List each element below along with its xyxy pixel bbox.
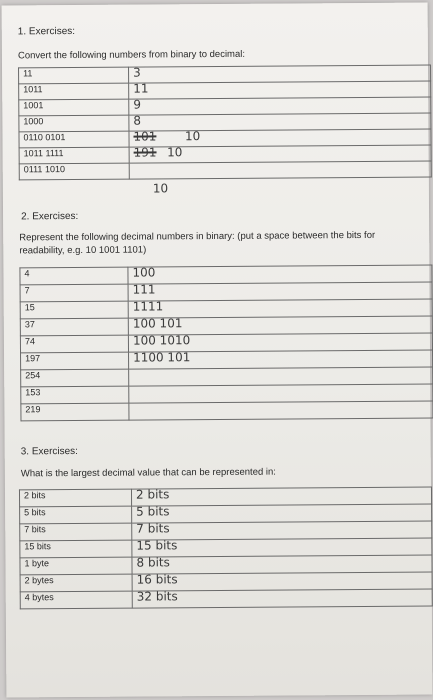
row-label: 219	[21, 403, 129, 421]
row-label: 2 bytes	[20, 574, 132, 592]
row-label: 1001	[19, 99, 129, 116]
row-label: 11	[19, 67, 129, 84]
row-label: 1000	[19, 115, 129, 132]
handwritten-answer: 1100 101	[133, 350, 191, 365]
crossed-out-answer: 101	[133, 129, 157, 144]
handwritten-answer: 100 101	[132, 316, 183, 331]
answer-cell	[129, 401, 433, 420]
row-label: 74	[20, 335, 128, 353]
handwritten-answer: 5 bits	[136, 504, 170, 519]
handwritten-answer	[133, 130, 156, 142]
handwritten-answer: 2 bits	[135, 487, 170, 502]
handwritten-answer: 32 bits	[136, 589, 178, 604]
row-label: 7	[20, 284, 128, 302]
handwritten-answer: 1111	[132, 299, 164, 314]
row-label: 4	[20, 267, 128, 285]
handwritten-answer-extra: 10	[166, 145, 183, 160]
section-1-heading: 1. Exercises:	[17, 25, 76, 38]
row-label: 0110 0101	[19, 131, 129, 148]
section-3-instruction: What is the largest decimal value that can be represented in:	[20, 466, 276, 480]
row-label: 0111 1010	[19, 163, 129, 180]
handwritten-answer: 16 bits	[136, 572, 178, 587]
handwritten-answer: 3	[133, 65, 141, 80]
handwritten-answer: 8	[133, 113, 142, 128]
section-2-instruction: Represent the following decimal numbers in binary: (put a space between the bits for readability, e.g. 10 1001 1101)	[19, 229, 376, 257]
row-label: 1011 1111	[19, 147, 129, 164]
decimal-to-binary-table	[19, 264, 433, 421]
row-label: 37	[20, 318, 128, 336]
row-label: 5 bits	[20, 506, 132, 524]
row-label: 197	[21, 352, 129, 370]
section-2-heading: 2. Exercises:	[21, 210, 79, 223]
answer-cell	[129, 161, 431, 179]
crossed-out-answer: 191	[133, 145, 157, 160]
row-label: 2 bits	[19, 489, 131, 507]
handwritten-answer: 100	[132, 265, 156, 280]
row-label: 1 byte	[20, 557, 132, 575]
handwritten-answer: 11	[133, 81, 149, 96]
table-row	[21, 401, 433, 421]
handwritten-answer: 15 bits	[136, 538, 178, 553]
handwritten-answer: 9	[133, 97, 141, 112]
answer-cell	[129, 367, 433, 386]
handwritten-answer: 111	[132, 282, 156, 297]
handwritten-answer-extra: 10	[184, 129, 201, 144]
table-row	[20, 589, 432, 609]
max-value-table	[19, 487, 433, 610]
answer-cell	[129, 384, 433, 403]
section-1-instruction: Convert the following numbers from binary to decimal:	[17, 48, 246, 62]
handwritten-answer: 100 1010	[132, 333, 191, 348]
row-label: 4 bytes	[20, 591, 132, 609]
handwritten-answer: 7 bits	[136, 521, 170, 536]
row-label: 1011	[19, 83, 129, 100]
handwritten-note: 10	[152, 181, 169, 196]
worksheet-page	[2, 3, 433, 698]
row-label: 7 bits	[20, 523, 132, 541]
table-row	[19, 161, 431, 180]
handwritten-answer	[134, 146, 157, 158]
row-label: 15 bits	[20, 540, 132, 558]
binary-to-decimal-table	[18, 64, 432, 180]
answer-cell	[129, 350, 433, 369]
section-3-heading: 3. Exercises:	[20, 445, 78, 458]
row-label: 153	[21, 386, 129, 404]
row-label: 15	[20, 301, 128, 319]
row-label: 254	[21, 369, 129, 387]
answer-cell	[132, 589, 432, 608]
handwritten-answer: 8 bits	[136, 555, 170, 570]
